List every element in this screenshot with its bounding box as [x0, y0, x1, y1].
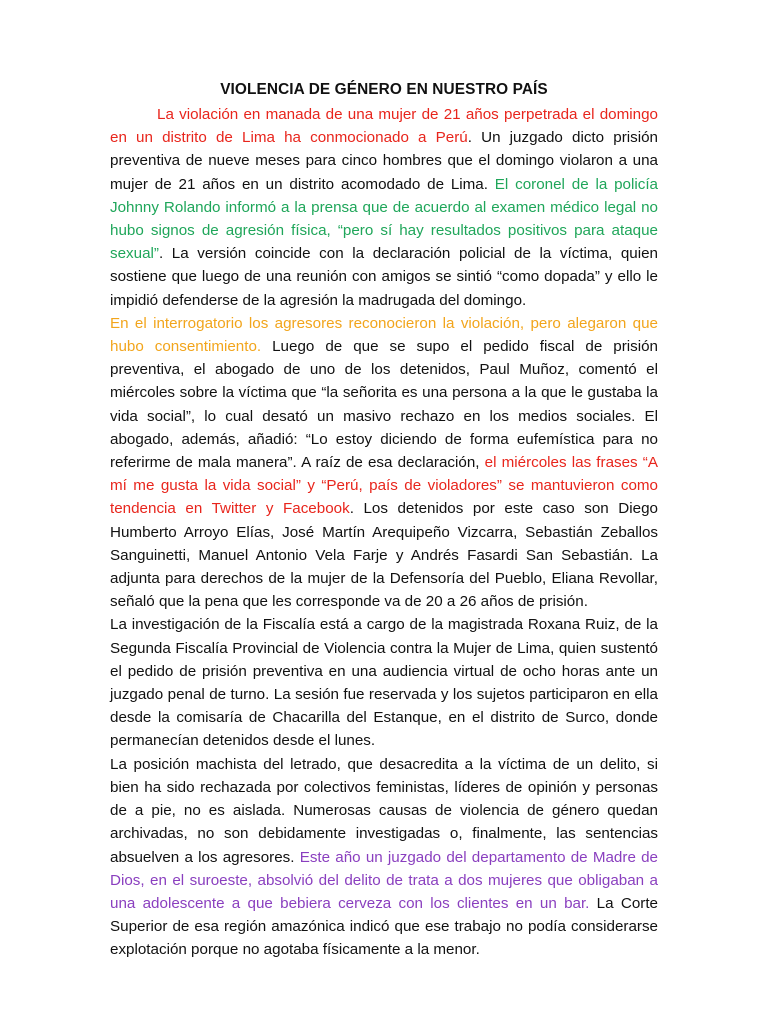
- body-text-segment: La posición machista del letrado, que desacredita a la víctima de un delito, si bien ha sido rechazada por colectivos feministas, líderes de opinión y personas de a pie, no es aislada. Numerosas causas de violencia de género quedan archivadas, no son debidamente investigadas o, finalmente, las sentencias absuelven a los agresores.: [110, 755, 658, 866]
- paragraph-1: [110, 103, 658, 312]
- body-text-segment: . La versión coincide con la declaración policial de la víctima, quien sostiene que luego de una reunión con amigos se sintió “como dopada” y ello le impidió defenderse de la agresión la madrugada del domingo.: [110, 245, 658, 309]
- body-text-segment: Luego de que se supo el pedido fiscal de prisión preventiva, el abogado de uno de los detenidos, Paul Muñoz, comentó el miércoles sobre la víctima que “la señorita es una persona a la que le gustaba la vida social”, lo cual desató un masivo rechazo en los medios sociales. El abogado, además, añadió: “Lo estoy diciendo de forma eufemística para no referirme de mala manera”. A raíz de esa declaración,: [110, 338, 658, 472]
- paragraph-4: [110, 753, 658, 962]
- paragraph-3: [110, 613, 658, 752]
- body-text-segment: La Corte Superior de esa región amazónica indicó que ese trabajo no podía considerarse explotación porque no agotaba físicamente a la menor.: [110, 894, 658, 959]
- highlight-red-segment: el miércoles las frases “A mí me gusta la vida social” y “Perú, país de violadores” se mantuvieron como tendencia en Twitter y Facebook: [110, 454, 658, 518]
- highlight-orange-segment: En el interrogatorio los agresores reconocieron la violación, pero alegaron que hubo consentimiento.: [110, 314, 658, 356]
- body-text-segment: La investigación de la Fiscalía está a cargo de la magistrada Roxana Ruiz, de la Segunda Fiscalía Provincial de Violencia contra la Mujer de Lima, quien sustentó el pedido de prisión preventiva en una audiencia virtual de ocho horas ante un juzgado penal de turno. La sesión fue reservada y los sujetos participaron en ella desde la comisaría de Chacarilla del Estanque, en el distrito de Surco, donde permanecían detenidos desde el lunes.: [110, 616, 658, 750]
- document-title: VIOLENCIA DE GÉNERO EN NUESTRO PAÍS: [220, 81, 548, 98]
- body-text-segment: . Un juzgado dicto prisión preventiva de nueve meses para cinco hombres que el domingo violaron a una mujer de 21 años en un distrito acomodado de Lima.: [110, 129, 658, 193]
- highlight-purple-segment: Este año un juzgado del departamento de Madre de Dios, en el suroeste, absolvió del delito de trata a dos mujeres que obligaban a una adolescente a que bebiera cerveza con los clientes en un bar.: [110, 848, 658, 912]
- paragraph-2: [110, 312, 658, 614]
- highlight-green-segment: El coronel de la policía Johnny Rolando informó a la prensa que de acuerdo al examen médico legal no hubo signos de agresión física, “pero sí hay resultados positivos para ataque sexual”: [110, 175, 658, 263]
- highlight-red-segment: La violación en manada de una mujer de 21 años perpetrada el domingo en un distrito de Lima ha conmocionado a Perú: [110, 106, 658, 147]
- body-text-segment: . Los detenidos por este caso son Diego Humberto Arroyo Elías, José Martín Arequipeño Vizcarra, Sebastián Zeballos Sanguinetti, Manuel Antonio Vela Farje y Andrés Fasardi San Sebastián. La adjunta para derechos de la mujer de la Defensoría del Pueblo, Eliana Revollar, señaló que la pena que les corresponde va de 20 a 26 años de prisión.: [110, 500, 658, 611]
